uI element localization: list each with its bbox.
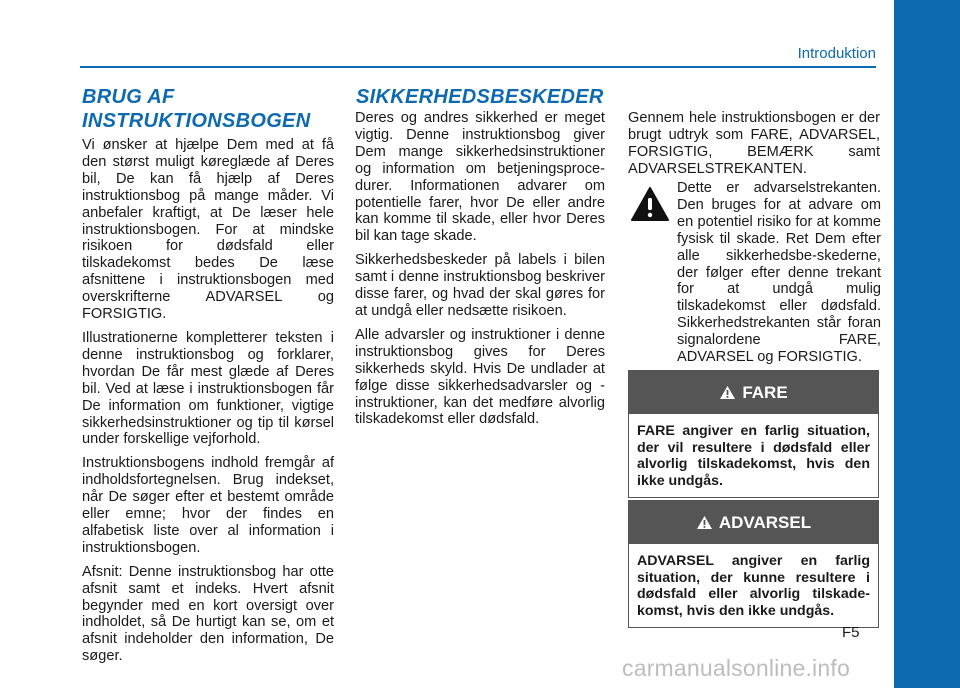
- page-number: F5: [842, 624, 860, 641]
- header-rule: [80, 66, 876, 68]
- heading-instruktionsbogen: INSTRUKTIONSBOGEN: [82, 110, 311, 132]
- right-intro: [628, 110, 880, 185]
- left-column: [82, 137, 334, 672]
- middle-column: [355, 110, 605, 435]
- advarsel-box: [628, 500, 879, 628]
- fare-box-header: [629, 371, 878, 414]
- paragraph: Vi ønsker at hjælpe Dem med at få den størst muligt køreglæde af Deres bil, De kan få hjælp af Deres instruktionsbog på mange måder. Vi anbefaler kraftigt, at De læser hele instruktionsbogen. For at mindske risikoen for dødsfald eller tilskadekomst bedes De læse afsnittene i instruktionsbogen med overskrifterne ADVARSEL og FORSIGTIG.: [82, 137, 334, 323]
- section-title: Introduktion: [797, 45, 876, 62]
- fare-box: [628, 370, 879, 498]
- chapter-tab: [894, 0, 960, 688]
- paragraph: Gennem hele instruktionsbogen er der brugt udtryk som FARE, ADVARSEL, FORSIGTIG, BEMÆRK samt ADVARSELSTREKANTEN.: [628, 110, 880, 177]
- fare-box-text: FARE angiver en farlig situation, der vil resultere i dødsfald eller alvorlig tilskadekomst, hvis den ikke undgås.: [637, 423, 870, 489]
- warning-triangle-icon: [630, 186, 670, 222]
- heading-sikkerhedsbeskeder: SIKKERHEDSBESKEDER: [356, 86, 604, 108]
- advarsel-box-title: ADVARSEL: [718, 512, 812, 532]
- paragraph: Deres og andres sikkerhed er meget vigtig. Denne instruktionsbog giver Dem mange sikkerhedsinstruktioner og information om betjeningsproce-durer. Informationen advarer om potentielle farer, hvor De eller andre kan komme til skade, eller hvor Deres bil kan tage skade.: [355, 110, 605, 245]
- warning-icon: [719, 385, 736, 400]
- triangle-description: Dette er advarselstrekanten. Den bruges for at advare om en potentiel risiko for at komme fysisk til skade. Ret Dem efter alle sikkerhedsbe-skederne, der følger efter denne trekant for at undgå mulig tilskadekomst eller dødsfald. Sikkerhedstrekanten står foran signalordene FARE, ADVARSEL og FORSIGTIG.: [677, 180, 881, 366]
- heading-brug-af: BRUG AF: [82, 86, 175, 108]
- paragraph: Sikkerhedsbeskeder på labels i bilen samt i denne instruktionsbog beskriver disse farer, og hvad der skal gøres for at undgå eller nedsætte risikoen.: [355, 252, 605, 319]
- fare-box-title: FARE: [742, 382, 788, 402]
- warning-icon: [696, 515, 713, 530]
- paragraph: Alle advarsler og instruktioner i denne instruktionsbog gives for Deres sikkerheds skyld. Hvis De undlader at følge disse sikkerhedsadvarsler og -instruktioner, kan det medføre alvorlig tilskadekomst eller dødsfald.: [355, 326, 605, 428]
- watermark: carmanualsonline.info: [622, 655, 850, 681]
- paragraph: Illustrationerne kompletterer teksten i denne instruktionsbog og forklarer, hvordan De får mest glæde af Deres bil. Ved at læse i instruktionsbogen får De information om funktioner, vigtige sikkerhedsinstruktioner og tip til kørsel under forskellige vejforhold.: [82, 329, 334, 448]
- advarsel-box-text: ADVARSEL angiver en farlig situation, der kunne resultere i dødsfald eller alvorlig tilskade-komst, hvis den ikke undgås.: [637, 553, 870, 619]
- paragraph: Afsnit: Denne instruktionsbog har otte afsnit samt et indeks. Hvert afsnit begynder med en kort oversigt over indholdet, så De hurtigt kan se, om et afsnit indeholder den information, De søger.: [82, 563, 334, 665]
- advarsel-box-header: [629, 501, 878, 544]
- paragraph: Instruktionsbogens indhold fremgår af indholdsfortegnelsen. Brug indekset, når De søger efter et bestemt område eller emne; hvor der findes en alfabetisk liste over al information i instruktionsbogen.: [82, 455, 334, 556]
